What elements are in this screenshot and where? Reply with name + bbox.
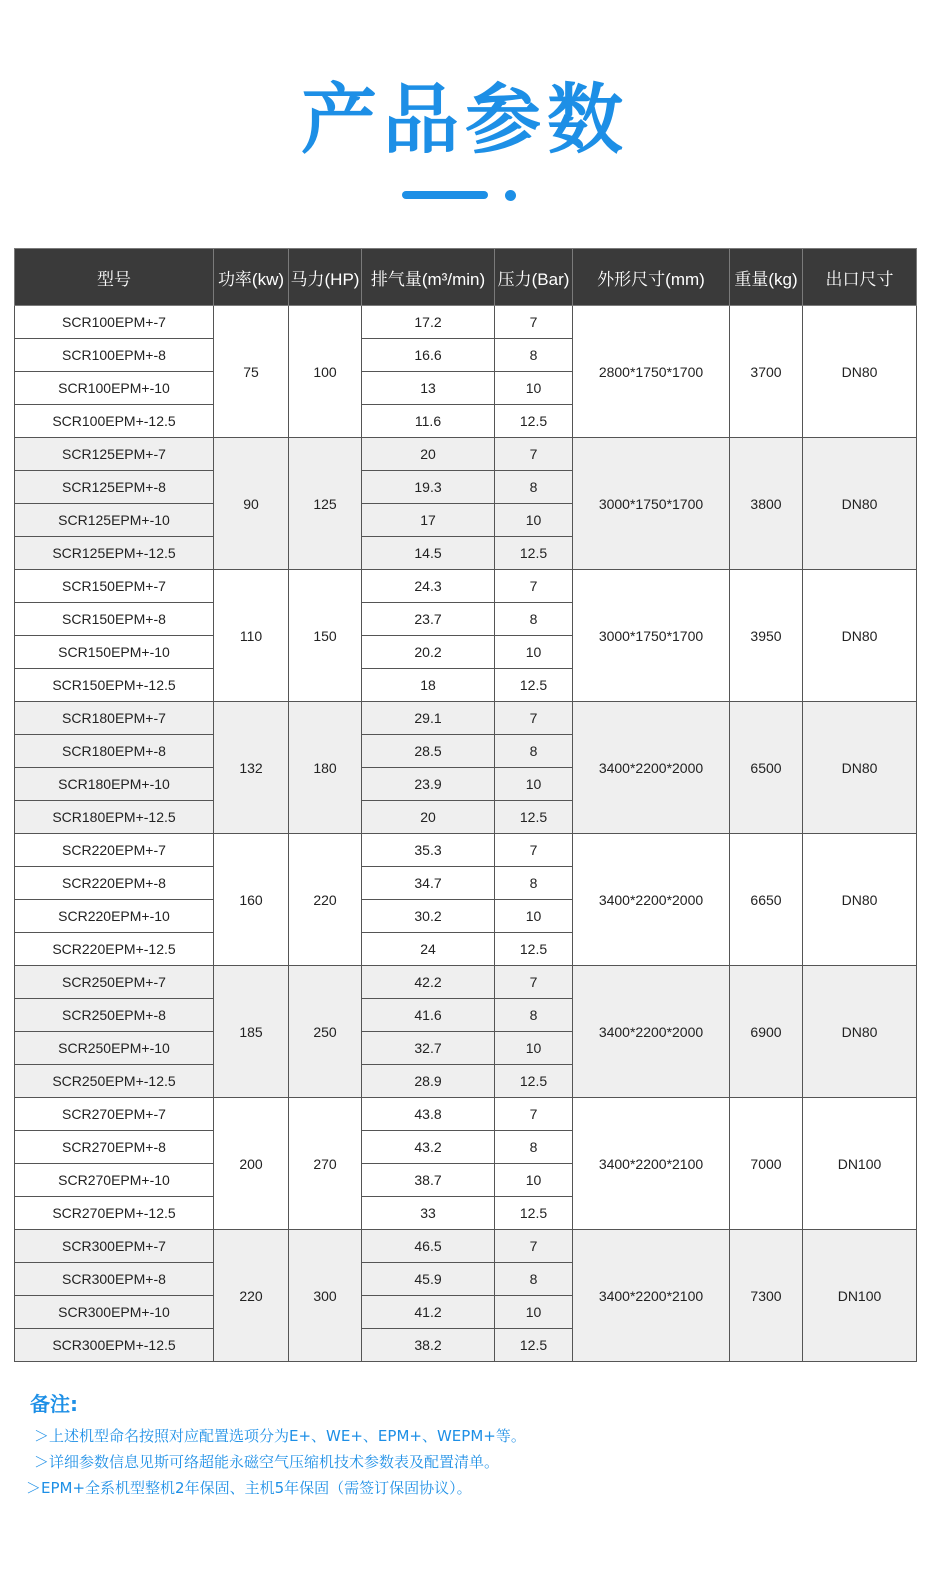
cell-power: 160 bbox=[214, 834, 289, 966]
table-row bbox=[15, 966, 917, 999]
model-group bbox=[15, 702, 917, 834]
table-row bbox=[15, 306, 917, 339]
cell-flow: 20.2 bbox=[362, 636, 495, 669]
table-header bbox=[15, 249, 917, 306]
cell-model: SCR220EPM+-10 bbox=[15, 900, 214, 933]
cell-weight: 6650 bbox=[730, 834, 803, 966]
cell-flow: 29.1 bbox=[362, 702, 495, 735]
cell-pressure: 8 bbox=[495, 867, 573, 900]
header-size: 外形尺寸(mm) bbox=[573, 249, 730, 306]
cell-pressure: 7 bbox=[495, 1098, 573, 1131]
cell-model: SCR180EPM+-12.5 bbox=[15, 801, 214, 834]
cell-pressure: 7 bbox=[495, 438, 573, 471]
title-dot bbox=[505, 190, 516, 201]
cell-size: 3400*2200*2100 bbox=[573, 1230, 730, 1362]
cell-size: 3400*2200*2100 bbox=[573, 1098, 730, 1230]
cell-weight: 3950 bbox=[730, 570, 803, 702]
spec-table bbox=[14, 248, 917, 1362]
cell-flow: 20 bbox=[362, 801, 495, 834]
cell-model: SCR150EPM+-8 bbox=[15, 603, 214, 636]
cell-model: SCR220EPM+-7 bbox=[15, 834, 214, 867]
header-outlet: 出口尺寸 bbox=[803, 249, 917, 306]
cell-pressure: 10 bbox=[495, 900, 573, 933]
cell-flow: 38.2 bbox=[362, 1329, 495, 1362]
cell-weight: 7000 bbox=[730, 1098, 803, 1230]
cell-model: SCR150EPM+-10 bbox=[15, 636, 214, 669]
cell-model: SCR125EPM+-12.5 bbox=[15, 537, 214, 570]
note-line: ＞EPM+全系机型整机2年保固、主机5年保固（需签订保固协议）。 bbox=[26, 1479, 472, 1497]
cell-pressure: 10 bbox=[495, 1296, 573, 1329]
cell-model: SCR300EPM+-10 bbox=[15, 1296, 214, 1329]
cell-pressure: 12.5 bbox=[495, 669, 573, 702]
cell-model: SCR100EPM+-8 bbox=[15, 339, 214, 372]
cell-size: 2800*1750*1700 bbox=[573, 306, 730, 438]
cell-model: SCR220EPM+-12.5 bbox=[15, 933, 214, 966]
cell-model: SCR100EPM+-12.5 bbox=[15, 405, 214, 438]
cell-weight: 6500 bbox=[730, 702, 803, 834]
cell-pressure: 12.5 bbox=[495, 537, 573, 570]
table-row bbox=[15, 438, 917, 471]
header-pressure: 压力(Bar) bbox=[495, 249, 573, 306]
cell-model: SCR300EPM+-12.5 bbox=[15, 1329, 214, 1362]
cell-flow: 41.6 bbox=[362, 999, 495, 1032]
cell-flow: 34.7 bbox=[362, 867, 495, 900]
table-row bbox=[15, 834, 917, 867]
cell-model: SCR125EPM+-8 bbox=[15, 471, 214, 504]
cell-model: SCR250EPM+-10 bbox=[15, 1032, 214, 1065]
title-underline bbox=[402, 191, 488, 199]
header-flow: 排气量(m³/min) bbox=[362, 249, 495, 306]
cell-pressure: 12.5 bbox=[495, 801, 573, 834]
cell-flow: 14.5 bbox=[362, 537, 495, 570]
cell-flow: 24.3 bbox=[362, 570, 495, 603]
cell-pressure: 8 bbox=[495, 471, 573, 504]
cell-pressure: 10 bbox=[495, 636, 573, 669]
model-group bbox=[15, 1230, 917, 1362]
cell-flow: 45.9 bbox=[362, 1263, 495, 1296]
cell-model: SCR250EPM+-12.5 bbox=[15, 1065, 214, 1098]
cell-hp: 220 bbox=[289, 834, 362, 966]
cell-weight: 3700 bbox=[730, 306, 803, 438]
cell-model: SCR300EPM+-7 bbox=[15, 1230, 214, 1263]
cell-flow: 46.5 bbox=[362, 1230, 495, 1263]
table-row bbox=[15, 1230, 917, 1263]
cell-flow: 33 bbox=[362, 1197, 495, 1230]
cell-power: 200 bbox=[214, 1098, 289, 1230]
cell-hp: 125 bbox=[289, 438, 362, 570]
cell-model: SCR220EPM+-8 bbox=[15, 867, 214, 900]
page-title: 产品参数 bbox=[301, 75, 629, 164]
cell-flow: 28.9 bbox=[362, 1065, 495, 1098]
model-group bbox=[15, 306, 917, 438]
cell-model: SCR180EPM+-8 bbox=[15, 735, 214, 768]
model-group bbox=[15, 438, 917, 570]
cell-model: SCR150EPM+-7 bbox=[15, 570, 214, 603]
cell-model: SCR250EPM+-7 bbox=[15, 966, 214, 999]
cell-pressure: 10 bbox=[495, 1032, 573, 1065]
cell-power: 185 bbox=[214, 966, 289, 1098]
cell-pressure: 7 bbox=[495, 966, 573, 999]
cell-size: 3400*2200*2000 bbox=[573, 702, 730, 834]
cell-flow: 41.2 bbox=[362, 1296, 495, 1329]
cell-outlet: DN80 bbox=[803, 834, 917, 966]
cell-model: SCR125EPM+-7 bbox=[15, 438, 214, 471]
cell-pressure: 8 bbox=[495, 1263, 573, 1296]
cell-power: 132 bbox=[214, 702, 289, 834]
header-model: 型号 bbox=[15, 249, 214, 306]
cell-pressure: 7 bbox=[495, 834, 573, 867]
cell-pressure: 7 bbox=[495, 1230, 573, 1263]
notes-title: 备注: bbox=[30, 1392, 78, 1416]
table-row bbox=[15, 1098, 917, 1131]
cell-outlet: DN80 bbox=[803, 306, 917, 438]
cell-model: SCR300EPM+-8 bbox=[15, 1263, 214, 1296]
cell-outlet: DN80 bbox=[803, 966, 917, 1098]
model-group bbox=[15, 834, 917, 966]
cell-model: SCR270EPM+-7 bbox=[15, 1098, 214, 1131]
note-line: ＞详细参数信息见斯可络超能永磁空气压缩机技术参数表及配置清单。 bbox=[34, 1453, 500, 1471]
cell-flow: 30.2 bbox=[362, 900, 495, 933]
cell-size: 3000*1750*1700 bbox=[573, 438, 730, 570]
cell-model: SCR150EPM+-12.5 bbox=[15, 669, 214, 702]
cell-flow: 35.3 bbox=[362, 834, 495, 867]
cell-hp: 180 bbox=[289, 702, 362, 834]
cell-outlet: DN80 bbox=[803, 570, 917, 702]
cell-pressure: 8 bbox=[495, 735, 573, 768]
cell-size: 3000*1750*1700 bbox=[573, 570, 730, 702]
cell-pressure: 8 bbox=[495, 339, 573, 372]
cell-pressure: 12.5 bbox=[495, 1329, 573, 1362]
cell-flow: 17 bbox=[362, 504, 495, 537]
model-group bbox=[15, 570, 917, 702]
cell-pressure: 10 bbox=[495, 504, 573, 537]
cell-weight: 6900 bbox=[730, 966, 803, 1098]
notes-section bbox=[26, 1388, 910, 1501]
table-row bbox=[15, 702, 917, 735]
cell-flow: 17.2 bbox=[362, 306, 495, 339]
cell-model: SCR270EPM+-12.5 bbox=[15, 1197, 214, 1230]
cell-flow: 18 bbox=[362, 669, 495, 702]
cell-outlet: DN80 bbox=[803, 702, 917, 834]
cell-pressure: 10 bbox=[495, 1164, 573, 1197]
cell-flow: 16.6 bbox=[362, 339, 495, 372]
cell-model: SCR100EPM+-10 bbox=[15, 372, 214, 405]
cell-flow: 19.3 bbox=[362, 471, 495, 504]
cell-weight: 3800 bbox=[730, 438, 803, 570]
cell-pressure: 10 bbox=[495, 372, 573, 405]
cell-weight: 7300 bbox=[730, 1230, 803, 1362]
cell-size: 3400*2200*2000 bbox=[573, 966, 730, 1098]
header-power: 功率(kw) bbox=[214, 249, 289, 306]
cell-pressure: 12.5 bbox=[495, 405, 573, 438]
cell-model: SCR250EPM+-8 bbox=[15, 999, 214, 1032]
cell-model: SCR100EPM+-7 bbox=[15, 306, 214, 339]
cell-power: 75 bbox=[214, 306, 289, 438]
cell-pressure: 7 bbox=[495, 570, 573, 603]
model-group bbox=[15, 1098, 917, 1230]
cell-pressure: 7 bbox=[495, 306, 573, 339]
cell-flow: 38.7 bbox=[362, 1164, 495, 1197]
cell-flow: 23.9 bbox=[362, 768, 495, 801]
cell-flow: 20 bbox=[362, 438, 495, 471]
cell-pressure: 12.5 bbox=[495, 1197, 573, 1230]
cell-pressure: 8 bbox=[495, 999, 573, 1032]
table-row bbox=[15, 570, 917, 603]
cell-hp: 250 bbox=[289, 966, 362, 1098]
cell-model: SCR180EPM+-7 bbox=[15, 702, 214, 735]
cell-flow: 11.6 bbox=[362, 405, 495, 438]
cell-model: SCR270EPM+-8 bbox=[15, 1131, 214, 1164]
cell-hp: 150 bbox=[289, 570, 362, 702]
cell-model: SCR270EPM+-10 bbox=[15, 1164, 214, 1197]
cell-power: 110 bbox=[214, 570, 289, 702]
cell-hp: 300 bbox=[289, 1230, 362, 1362]
cell-outlet: DN100 bbox=[803, 1098, 917, 1230]
cell-flow: 24 bbox=[362, 933, 495, 966]
cell-pressure: 8 bbox=[495, 1131, 573, 1164]
cell-flow: 28.5 bbox=[362, 735, 495, 768]
cell-flow: 13 bbox=[362, 372, 495, 405]
cell-pressure: 7 bbox=[495, 702, 573, 735]
cell-power: 90 bbox=[214, 438, 289, 570]
cell-flow: 23.7 bbox=[362, 603, 495, 636]
cell-pressure: 12.5 bbox=[495, 933, 573, 966]
cell-size: 3400*2200*2000 bbox=[573, 834, 730, 966]
cell-pressure: 12.5 bbox=[495, 1065, 573, 1098]
cell-power: 220 bbox=[214, 1230, 289, 1362]
cell-flow: 32.7 bbox=[362, 1032, 495, 1065]
cell-flow: 42.2 bbox=[362, 966, 495, 999]
cell-model: SCR180EPM+-10 bbox=[15, 768, 214, 801]
cell-outlet: DN80 bbox=[803, 438, 917, 570]
header-hp: 马力(HP) bbox=[289, 249, 362, 306]
cell-model: SCR125EPM+-10 bbox=[15, 504, 214, 537]
header-weight: 重量(kg) bbox=[730, 249, 803, 306]
note-line: ＞上述机型命名按照对应配置选项分为E+、WE+、EPM+、WEPM+等。 bbox=[34, 1427, 526, 1445]
cell-flow: 43.8 bbox=[362, 1098, 495, 1131]
cell-outlet: DN100 bbox=[803, 1230, 917, 1362]
model-group bbox=[15, 966, 917, 1098]
cell-flow: 43.2 bbox=[362, 1131, 495, 1164]
cell-hp: 270 bbox=[289, 1098, 362, 1230]
cell-hp: 100 bbox=[289, 306, 362, 438]
cell-pressure: 10 bbox=[495, 768, 573, 801]
cell-pressure: 8 bbox=[495, 603, 573, 636]
